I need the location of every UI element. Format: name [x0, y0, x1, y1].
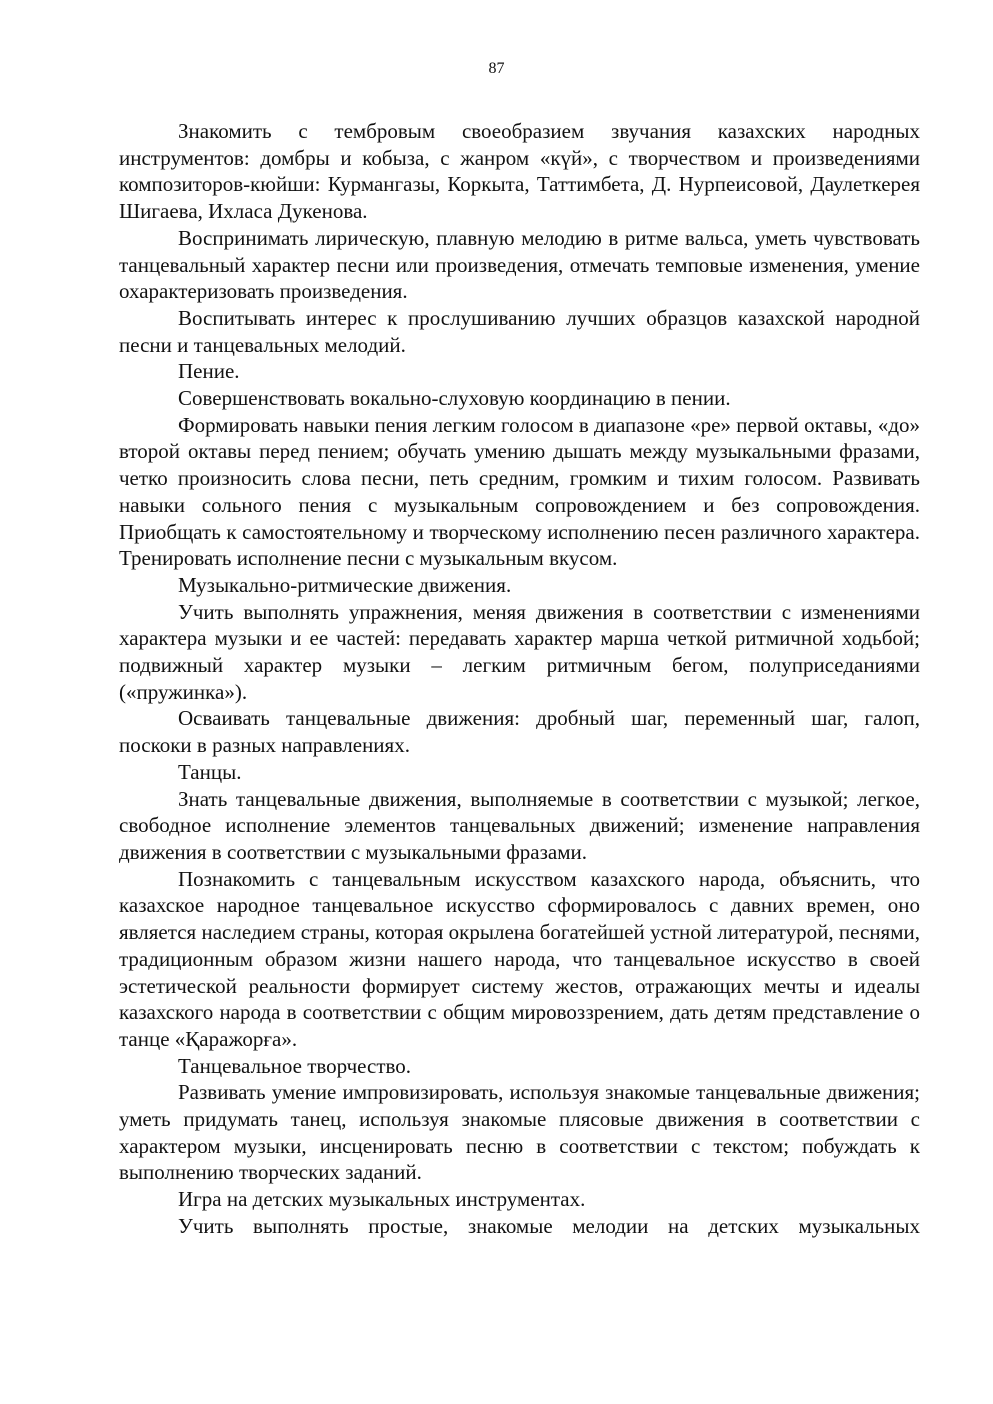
paragraph-coordination: Совершенствовать вокально-слуховую координацию в пении.: [178, 386, 731, 411]
paragraph-waltz: Воспринимать лирическую, плавную мелодию в ритме вальса, уметь чувствовать танцевальный характер песни или произведения, отмечать темповые изменения, умение охарактеризовать произведения.: [119, 225, 920, 304]
section-heading-rhythmic: Музыкально-ритмические движения.: [178, 572, 512, 597]
paragraph-kazakh-dance: Познакомить с танцевальным искусством казахского народа, объяснить, что казахское народное танцевальное искусство сформировалось с давних времен, оно является наследием страны, которая окрылена богатейшей устной литературой, песнями, традиционным образом жизни нашего народа, что танцевальное искусство в своей эстетической реальности формирует систему жестов, отражающих мечты и идеалы казахского народа в соответствии с общим мировоззрением, дать детям представление о танце «Қаражорға».: [119, 866, 920, 1051]
paragraph-singing-skills: Формировать навыки пения легким голосом в диапазоне «ре» первой октавы, «до» второй октавы перед пением; обучать умению дышать между музыкальными фразами, четко произносить слова песни, петь средним, громким и тихим голосом. Развивать навыки сольного пения с музыкальным сопровождением и без сопровождения. Приобщать к самостоятельному и творческому исполнению песен различного характера. Тренировать исполнение песни с музыкальным вкусом.: [119, 412, 920, 571]
paragraph-dance-steps: Осваивать танцевальные движения: дробный шаг, переменный шаг, галоп, поскоки в разных направлениях.: [119, 706, 920, 758]
paragraph-dance-movements: Знать танцевальные движения, выполняемые в соответствии с музыкой; легкое, свободное исполнение элементов танцевальных движений; изменение направления движения в соответствии с музыкальными фразами.: [119, 786, 920, 864]
paragraph-improvisation: Развивать умение импровизировать, используя знакомые танцевальные движения; уметь придумать танец, используя знакомые плясовые движения в соответствии с характером музыки, инсценировать песню в соответствии с текстом; побуждать к выполнению творческих заданий.: [119, 1080, 920, 1185]
paragraph-instruments: Знакомить с тембровым своеобразием звучания казахских народных инструментов: домбры и кобыза, с жанром «күй», с творчеством и произведениями композиторов-кюйши: Курмангазы, Коркыта, Таттимбета, Д. Нурпеисовой, Даулеткерея Шигаева, Ихласа Дукенова.: [119, 119, 920, 224]
page-number: 87: [488, 60, 505, 77]
section-heading-dances: Танцы.: [178, 759, 242, 784]
paragraph-exercises: Учить выполнять упражнения, меняя движения в соответствии с изменениями характера музыки и ее частей: передавать характер марша четкой ритмичной ходьбой; подвижный характер музыки – легким ритмичным бегом, полуприседаниями («пружинка»).: [119, 599, 920, 704]
section-heading-instruments: Игра на детских музыкальных инструментах.: [178, 1187, 586, 1212]
section-heading-dance-creativity: Танцевальное творчество.: [178, 1053, 412, 1078]
paragraph-interest: Воспитывать интерес к прослушиванию лучших образцов казахской народной песни и танцевальных мелодий.: [119, 305, 920, 357]
paragraph-simple-melodies: Учить выполнять простые, знакомые мелодии на детских музыкальных: [178, 1213, 920, 1238]
body-text: [119, 118, 920, 1240]
section-heading-singing: Пение.: [178, 359, 240, 384]
